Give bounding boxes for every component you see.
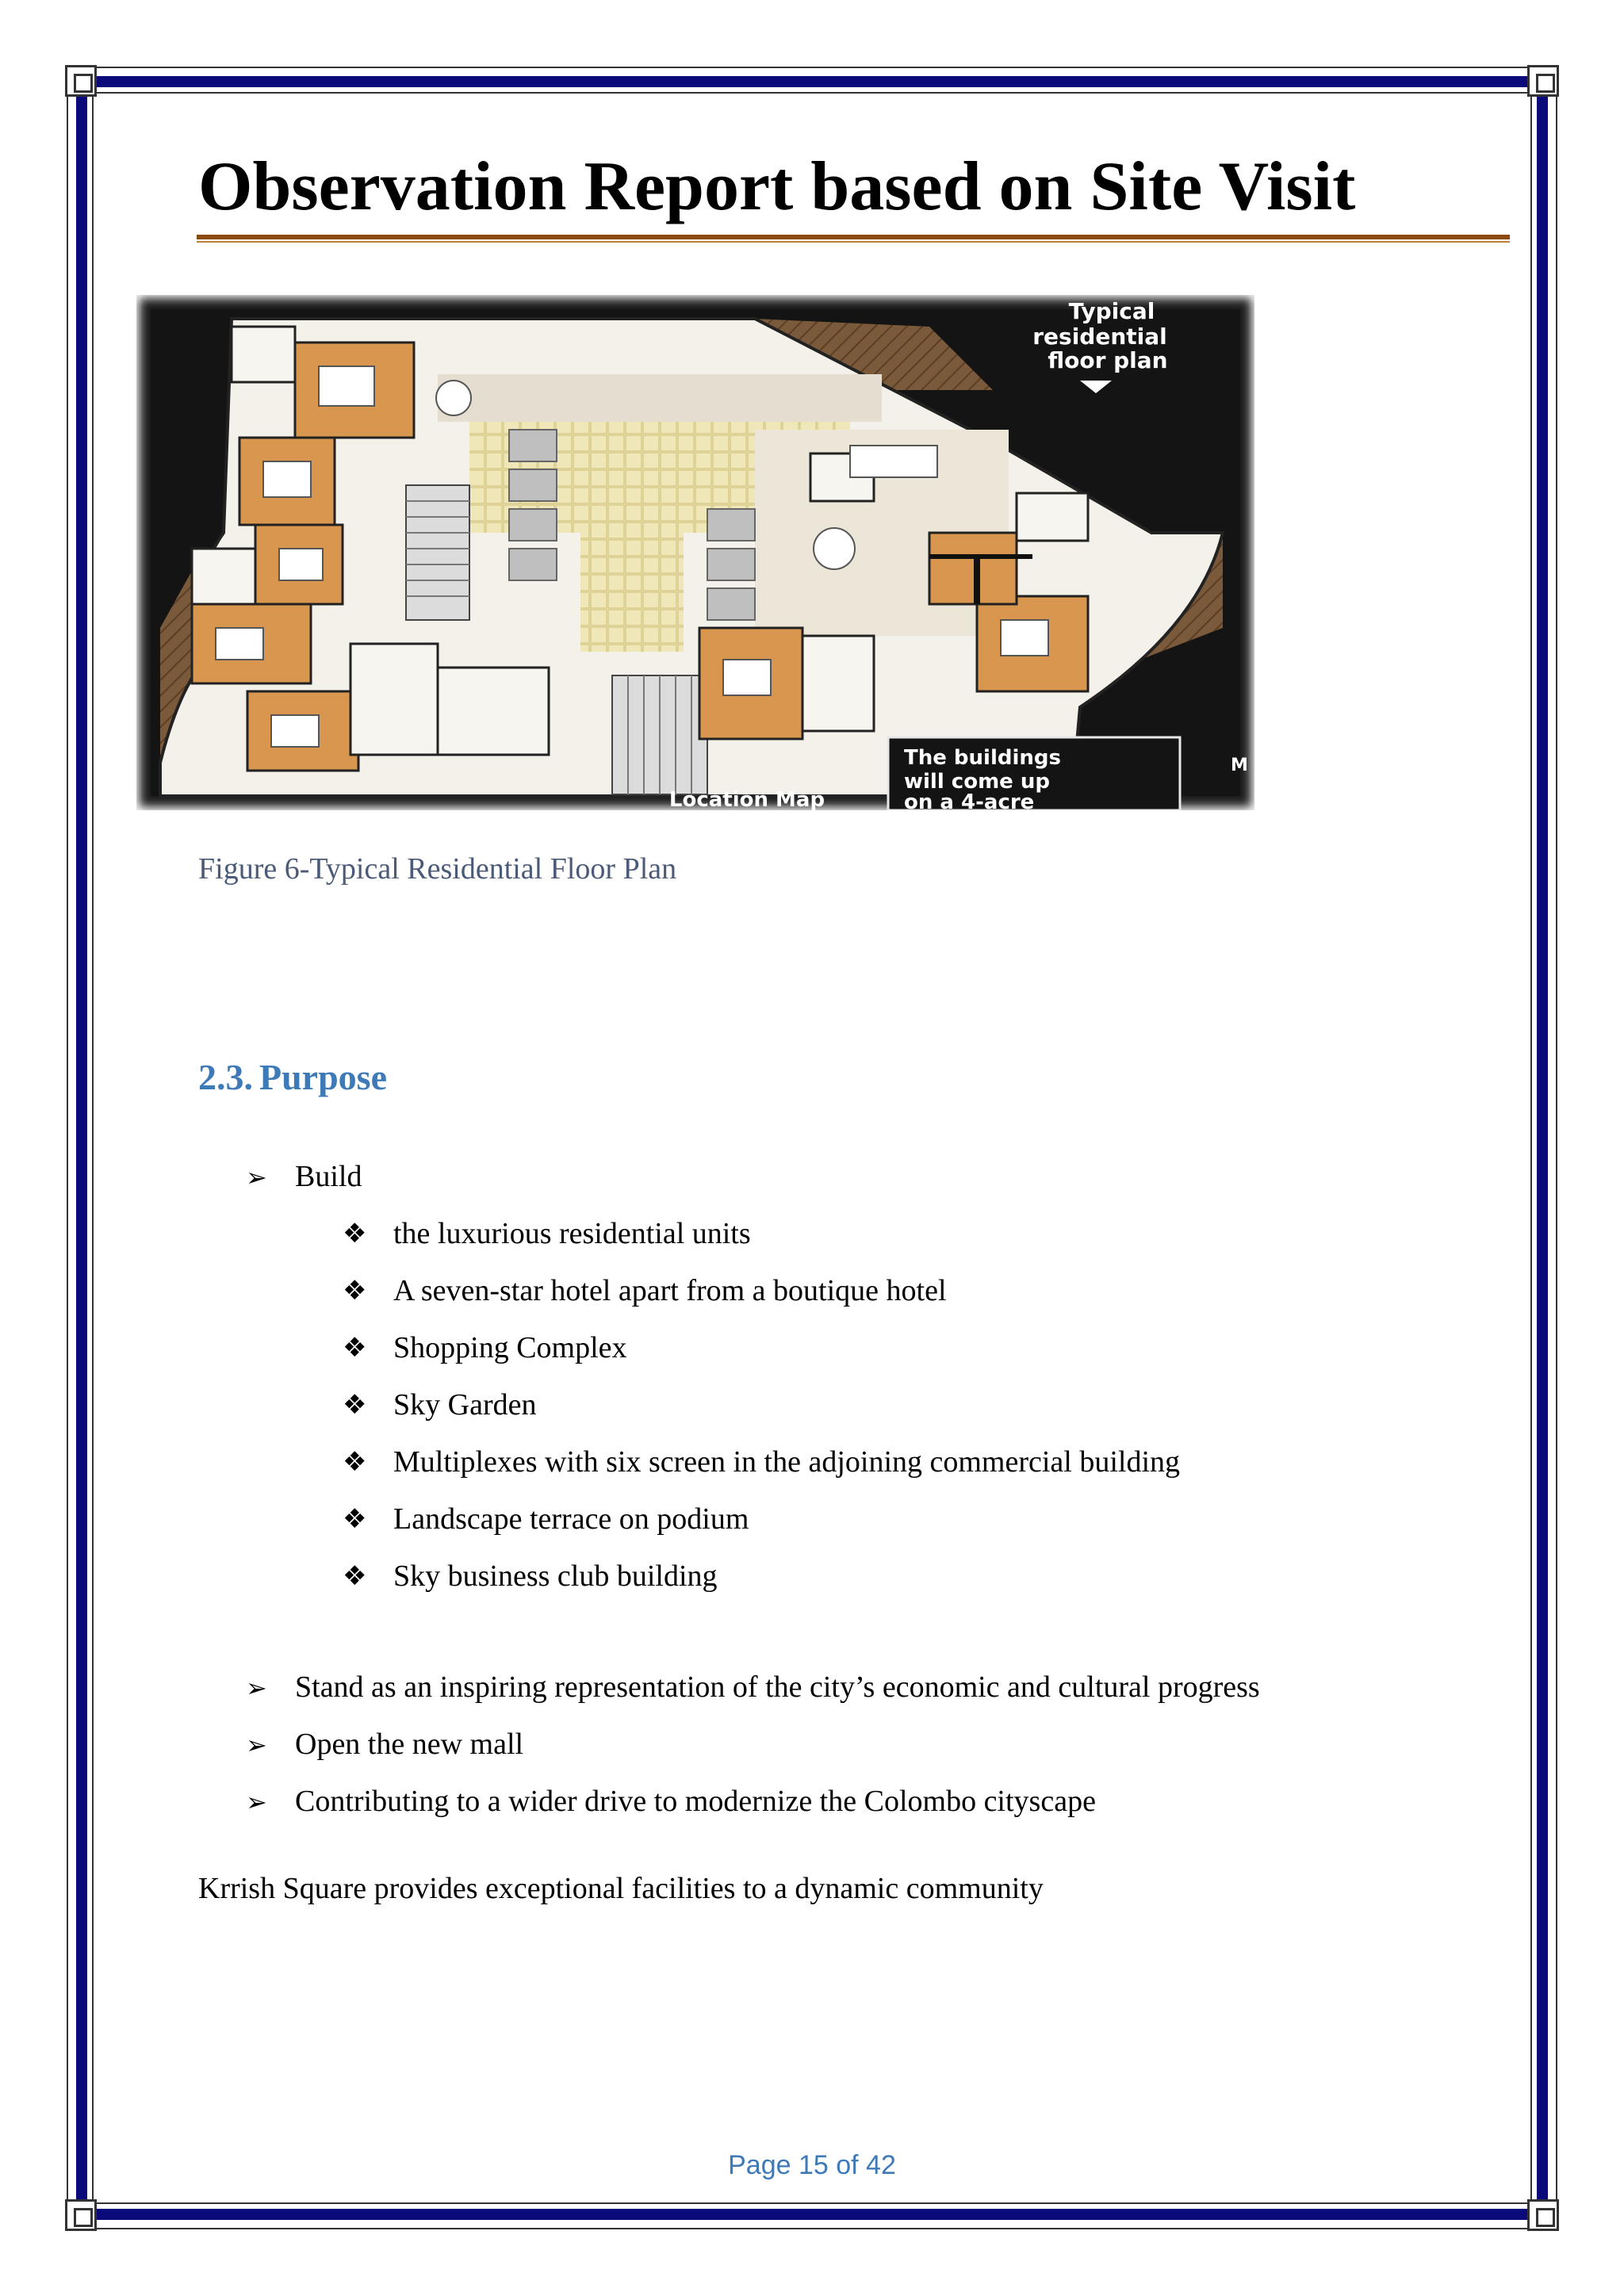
diamond-bullet-icon: ❖ <box>343 1275 367 1307</box>
plan-label-line1: Typical <box>1068 298 1155 324</box>
title-rule <box>197 235 1510 239</box>
section-title: Purpose <box>259 1057 387 1097</box>
section-number: 2.3. <box>198 1057 253 1097</box>
corner-ornament <box>65 2199 97 2231</box>
corner-ornament <box>65 65 97 97</box>
list-item-build: Build <box>295 1160 362 1193</box>
plan-label-line2: residential <box>1032 323 1167 350</box>
arrow-bullet-icon: ➢ <box>246 1162 267 1192</box>
sub-list-item: Sky Garden <box>393 1388 537 1422</box>
sub-list-item: Sky business club building <box>393 1559 718 1593</box>
list-item: Open the new mall <box>295 1728 524 1761</box>
sub-list-item: A seven-star hotel apart from a boutique hotel <box>393 1274 947 1307</box>
plan-label-line3: floor plan <box>1048 347 1168 373</box>
sub-list-item: Shopping Complex <box>393 1331 627 1364</box>
arrow-bullet-icon: ➢ <box>246 1730 267 1760</box>
diamond-bullet-icon: ❖ <box>343 1503 367 1535</box>
diamond-bullet-icon: ❖ <box>343 1560 367 1592</box>
diamond-bullet-icon: ❖ <box>343 1332 367 1364</box>
buildings-note-line1: The buildings <box>904 746 1061 770</box>
location-map-label: Location Map <box>668 788 825 810</box>
corner-ornament <box>1527 65 1559 97</box>
page-title: Observation Report based on Site Visit <box>198 148 1356 225</box>
section-heading <box>198 1056 387 1098</box>
diamond-bullet-icon: ❖ <box>343 1389 367 1421</box>
sub-list-item: Landscape terrace on podium <box>393 1502 749 1536</box>
floor-plan-image <box>136 295 1254 810</box>
arrow-bullet-icon: ➢ <box>246 1673 267 1703</box>
list-item: Contributing to a wider drive to modernize the Colombo cityscape <box>295 1785 1096 1818</box>
sub-list-item: the luxurious residential units <box>393 1217 751 1250</box>
list-item: Stand as an inspiring representation of the city’s economic and cultural progress <box>295 1670 1260 1704</box>
diamond-bullet-icon: ❖ <box>343 1446 367 1478</box>
buildings-note-line3: on a 4-acre <box>904 790 1035 810</box>
edge-letter: M <box>1231 756 1248 775</box>
sub-list-item: Multiplexes with six screen in the adjoining commercial building <box>393 1445 1181 1479</box>
corner-ornament <box>1527 2199 1559 2231</box>
page-number: Page 15 of 42 <box>728 2150 896 2180</box>
closing-paragraph: Krrish Square provides exceptional facilities to a dynamic community <box>198 1872 1044 1905</box>
buildings-note-line2: will come up <box>904 770 1050 794</box>
figure-caption: Figure 6-Typical Residential Floor Plan <box>198 852 677 886</box>
title-rule-thin <box>197 241 1510 243</box>
arrow-bullet-icon: ➢ <box>246 1787 267 1817</box>
diamond-bullet-icon: ❖ <box>343 1218 367 1249</box>
